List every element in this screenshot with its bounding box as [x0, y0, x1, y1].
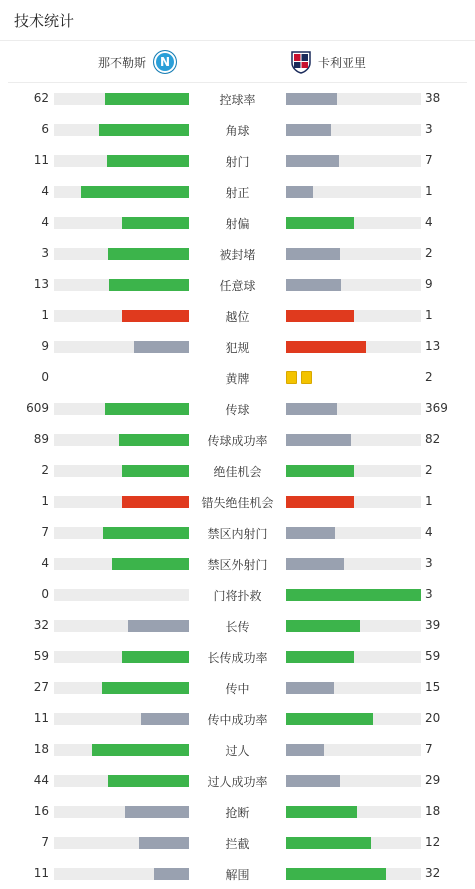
home-bar-track — [54, 279, 189, 291]
stat-row — [0, 176, 475, 207]
stat-row — [0, 548, 475, 579]
away-bar-fill — [286, 124, 331, 136]
away-value: 7 — [425, 153, 433, 167]
home-bar-track — [54, 93, 189, 105]
stat-label: 禁区外射门 — [207, 558, 268, 572]
away-value: 2 — [425, 370, 433, 384]
away-value: 39 — [425, 618, 441, 632]
away-value: 32 — [425, 866, 441, 880]
stat-label: 解围 — [225, 868, 250, 882]
away-bar-fill — [286, 589, 421, 601]
stat-label: 任意球 — [219, 279, 256, 293]
stat-row — [0, 393, 475, 424]
stat-row — [0, 114, 475, 145]
home-bar-track — [54, 310, 189, 322]
home-bar-fill — [122, 496, 190, 508]
away-bar-fill — [286, 341, 366, 353]
home-bar-track — [54, 682, 189, 694]
home-bar-fill — [119, 434, 189, 446]
home-bar-track — [54, 558, 189, 570]
away-bar-track — [286, 496, 421, 508]
away-value: 3 — [425, 587, 433, 601]
stat-label: 黄牌 — [225, 372, 250, 386]
stat-label: 射正 — [225, 186, 250, 200]
away-bar-track — [286, 589, 421, 601]
away-value: 2 — [425, 463, 433, 477]
home-bar-fill — [122, 651, 190, 663]
home-bar-fill — [122, 217, 190, 229]
home-bar-track — [54, 248, 189, 260]
away-bar-track — [286, 837, 421, 849]
home-team[interactable] — [98, 50, 177, 74]
home-bar-fill — [112, 558, 189, 570]
stat-label: 被封堵 — [219, 248, 256, 262]
stat-label: 越位 — [225, 310, 250, 324]
home-bar-fill — [105, 93, 189, 105]
home-bar-track — [54, 837, 189, 849]
stat-label: 传中成功率 — [207, 713, 268, 727]
home-bar-fill — [92, 744, 189, 756]
stat-label: 过人成功率 — [207, 775, 268, 789]
stat-label: 禁区内射门 — [207, 527, 268, 541]
home-bar-track — [54, 465, 189, 477]
away-bar-fill — [286, 713, 373, 725]
home-value: 59 — [33, 649, 49, 663]
home-value: 27 — [33, 680, 49, 694]
stat-row — [0, 734, 475, 765]
home-bar-track — [54, 155, 189, 167]
home-bar-fill — [107, 155, 190, 167]
away-bar-fill — [286, 155, 339, 167]
away-bar-track — [286, 217, 421, 229]
away-bar-track — [286, 620, 421, 632]
home-value: 2 — [41, 463, 49, 477]
away-bar-track — [286, 155, 421, 167]
home-value: 32 — [33, 618, 49, 632]
home-bar-fill — [154, 868, 189, 880]
away-bar-fill — [286, 806, 357, 818]
away-bar-track — [286, 558, 421, 570]
home-value: 1 — [41, 494, 49, 508]
home-bar-fill — [128, 620, 189, 632]
home-bar-track — [54, 341, 189, 353]
stat-label: 射偏 — [225, 217, 250, 231]
away-bar-fill — [286, 248, 340, 260]
stat-label: 绝佳机会 — [213, 465, 262, 479]
stat-label: 抢断 — [225, 806, 250, 820]
home-bar-fill — [122, 310, 190, 322]
home-value: 7 — [41, 525, 49, 539]
home-bar-track — [54, 651, 189, 663]
stat-label: 犯规 — [225, 341, 250, 355]
home-value: 16 — [33, 804, 49, 818]
stat-label: 控球率 — [219, 93, 256, 107]
home-value: 4 — [41, 556, 49, 570]
away-bar-fill — [286, 558, 344, 570]
home-bar-fill — [108, 248, 189, 260]
home-bar-track — [54, 217, 189, 229]
header — [0, 0, 475, 41]
home-bar-track — [54, 434, 189, 446]
away-bar-track — [286, 186, 421, 198]
stat-label: 传中 — [225, 682, 250, 696]
away-bar-fill — [286, 620, 360, 632]
away-value: 3 — [425, 122, 433, 136]
home-bar-track — [54, 403, 189, 415]
stat-row — [0, 579, 475, 610]
home-value: 3 — [41, 246, 49, 260]
stat-row — [0, 703, 475, 734]
stat-label: 射门 — [225, 155, 250, 169]
home-bar-fill — [125, 806, 189, 818]
away-bar-fill — [286, 186, 313, 198]
home-bar-track — [54, 527, 189, 539]
away-value: 1 — [425, 308, 433, 322]
away-value: 1 — [425, 184, 433, 198]
stat-row — [0, 858, 475, 889]
napoli-logo-icon: N — [153, 50, 177, 74]
stats-list — [0, 83, 475, 889]
away-bar-track — [286, 124, 421, 136]
stat-row — [0, 765, 475, 796]
away-bar-fill — [286, 775, 340, 787]
stat-label: 拦截 — [225, 837, 250, 851]
away-bar-fill — [286, 527, 335, 539]
away-bar-track — [286, 806, 421, 818]
away-bar-track — [286, 775, 421, 787]
away-value: 369 — [425, 401, 448, 415]
home-bar-fill — [81, 186, 189, 198]
away-bar-track — [286, 341, 421, 353]
teams-bar — [8, 41, 467, 83]
away-bar-fill — [286, 496, 354, 508]
away-value: 2 — [425, 246, 433, 260]
home-bar-fill — [99, 124, 189, 136]
home-bar-track — [54, 496, 189, 508]
away-bar-track — [286, 93, 421, 105]
away-value: 13 — [425, 339, 441, 353]
home-value: 6 — [41, 122, 49, 136]
away-bar-track — [286, 465, 421, 477]
stat-row — [0, 455, 475, 486]
away-yellow-cards — [286, 371, 312, 384]
stat-row — [0, 641, 475, 672]
away-bar-fill — [286, 651, 354, 663]
stat-label: 长传成功率 — [207, 651, 268, 665]
home-value: 62 — [33, 91, 49, 105]
home-team-name: 那不勒斯 — [97, 55, 146, 70]
stat-row — [0, 300, 475, 331]
home-bar-fill — [122, 465, 190, 477]
stat-row — [0, 269, 475, 300]
home-value: 4 — [41, 215, 49, 229]
home-value: 0 — [41, 370, 49, 384]
stat-row — [0, 362, 475, 393]
home-bar-fill — [134, 341, 189, 353]
stat-row — [0, 145, 475, 176]
stat-label: 传球成功率 — [207, 434, 268, 448]
home-value: 11 — [33, 866, 49, 880]
home-bar-fill — [102, 682, 189, 694]
home-bar-track — [54, 868, 189, 880]
home-bar-track — [54, 806, 189, 818]
stat-row — [0, 331, 475, 362]
away-bar-fill — [286, 310, 354, 322]
home-bar-track — [54, 124, 189, 136]
home-bar-track — [54, 589, 189, 601]
stat-label: 过人 — [225, 744, 250, 758]
home-bar-fill — [105, 403, 189, 415]
home-bar-track — [54, 744, 189, 756]
stat-row — [0, 238, 475, 269]
home-bar-fill — [103, 527, 189, 539]
away-value: 3 — [425, 556, 433, 570]
away-value: 20 — [425, 711, 441, 725]
stat-label: 错失绝佳机会 — [201, 496, 274, 510]
stat-row — [0, 517, 475, 548]
away-value: 18 — [425, 804, 441, 818]
away-value: 1 — [425, 494, 433, 508]
away-value: 4 — [425, 525, 433, 539]
away-bar-fill — [286, 744, 324, 756]
stat-row — [0, 610, 475, 641]
away-bar-fill — [286, 837, 371, 849]
stat-row — [0, 796, 475, 827]
away-bar-fill — [286, 279, 341, 291]
stat-row — [0, 827, 475, 858]
home-value: 609 — [26, 401, 49, 415]
away-bar-fill — [286, 93, 337, 105]
home-value: 44 — [33, 773, 49, 787]
stat-row — [0, 424, 475, 455]
away-bar-track — [286, 248, 421, 260]
home-value: 1 — [41, 308, 49, 322]
home-bar-track — [54, 775, 189, 787]
away-bar-track — [286, 682, 421, 694]
stat-label: 角球 — [225, 124, 250, 138]
home-value: 11 — [33, 711, 49, 725]
home-bar-track — [54, 186, 189, 198]
away-team-name: 卡利亚里 — [318, 55, 367, 70]
home-bar-track — [54, 620, 189, 632]
away-bar-track — [286, 744, 421, 756]
stat-row — [0, 83, 475, 114]
home-value: 13 — [33, 277, 49, 291]
yellow-card-icon — [301, 371, 312, 384]
away-team[interactable] — [291, 50, 366, 74]
away-bar-track — [286, 403, 421, 415]
home-value: 18 — [33, 742, 49, 756]
home-bar-fill — [108, 775, 189, 787]
stat-row — [0, 672, 475, 703]
home-value: 9 — [41, 339, 49, 353]
away-bar-track — [286, 651, 421, 663]
away-bar-track — [286, 279, 421, 291]
away-bar-fill — [286, 403, 337, 415]
stat-label: 传球 — [225, 403, 250, 417]
away-value: 38 — [425, 91, 441, 105]
away-bar-track — [286, 713, 421, 725]
away-bar-track — [286, 868, 421, 880]
away-value: 15 — [425, 680, 441, 694]
home-bar-fill — [141, 713, 189, 725]
away-value: 7 — [425, 742, 433, 756]
away-bar-fill — [286, 465, 354, 477]
home-value: 4 — [41, 184, 49, 198]
home-bar-track — [54, 713, 189, 725]
stat-row — [0, 207, 475, 238]
away-bar-fill — [286, 682, 334, 694]
page-title: 技术统计 — [14, 11, 75, 30]
away-value: 59 — [425, 649, 441, 663]
yellow-card-icon — [286, 371, 297, 384]
away-value: 12 — [425, 835, 441, 849]
home-value: 11 — [33, 153, 49, 167]
away-value: 82 — [425, 432, 441, 446]
away-bar-fill — [286, 217, 354, 229]
home-value: 0 — [41, 587, 49, 601]
away-bar-fill — [286, 434, 351, 446]
away-value: 29 — [425, 773, 441, 787]
stat-label: 门将扑救 — [213, 589, 262, 603]
away-bar-track — [286, 434, 421, 446]
home-bar-fill — [139, 837, 189, 849]
away-value: 9 — [425, 277, 433, 291]
home-value: 89 — [33, 432, 49, 446]
home-bar-fill — [109, 279, 189, 291]
away-bar-fill — [286, 868, 386, 880]
away-bar-track — [286, 310, 421, 322]
stat-row — [0, 486, 475, 517]
cagliari-logo-icon — [291, 50, 311, 74]
away-bar-track — [286, 527, 421, 539]
home-value: 7 — [41, 835, 49, 849]
away-value: 4 — [425, 215, 433, 229]
stat-label: 长传 — [225, 620, 250, 634]
